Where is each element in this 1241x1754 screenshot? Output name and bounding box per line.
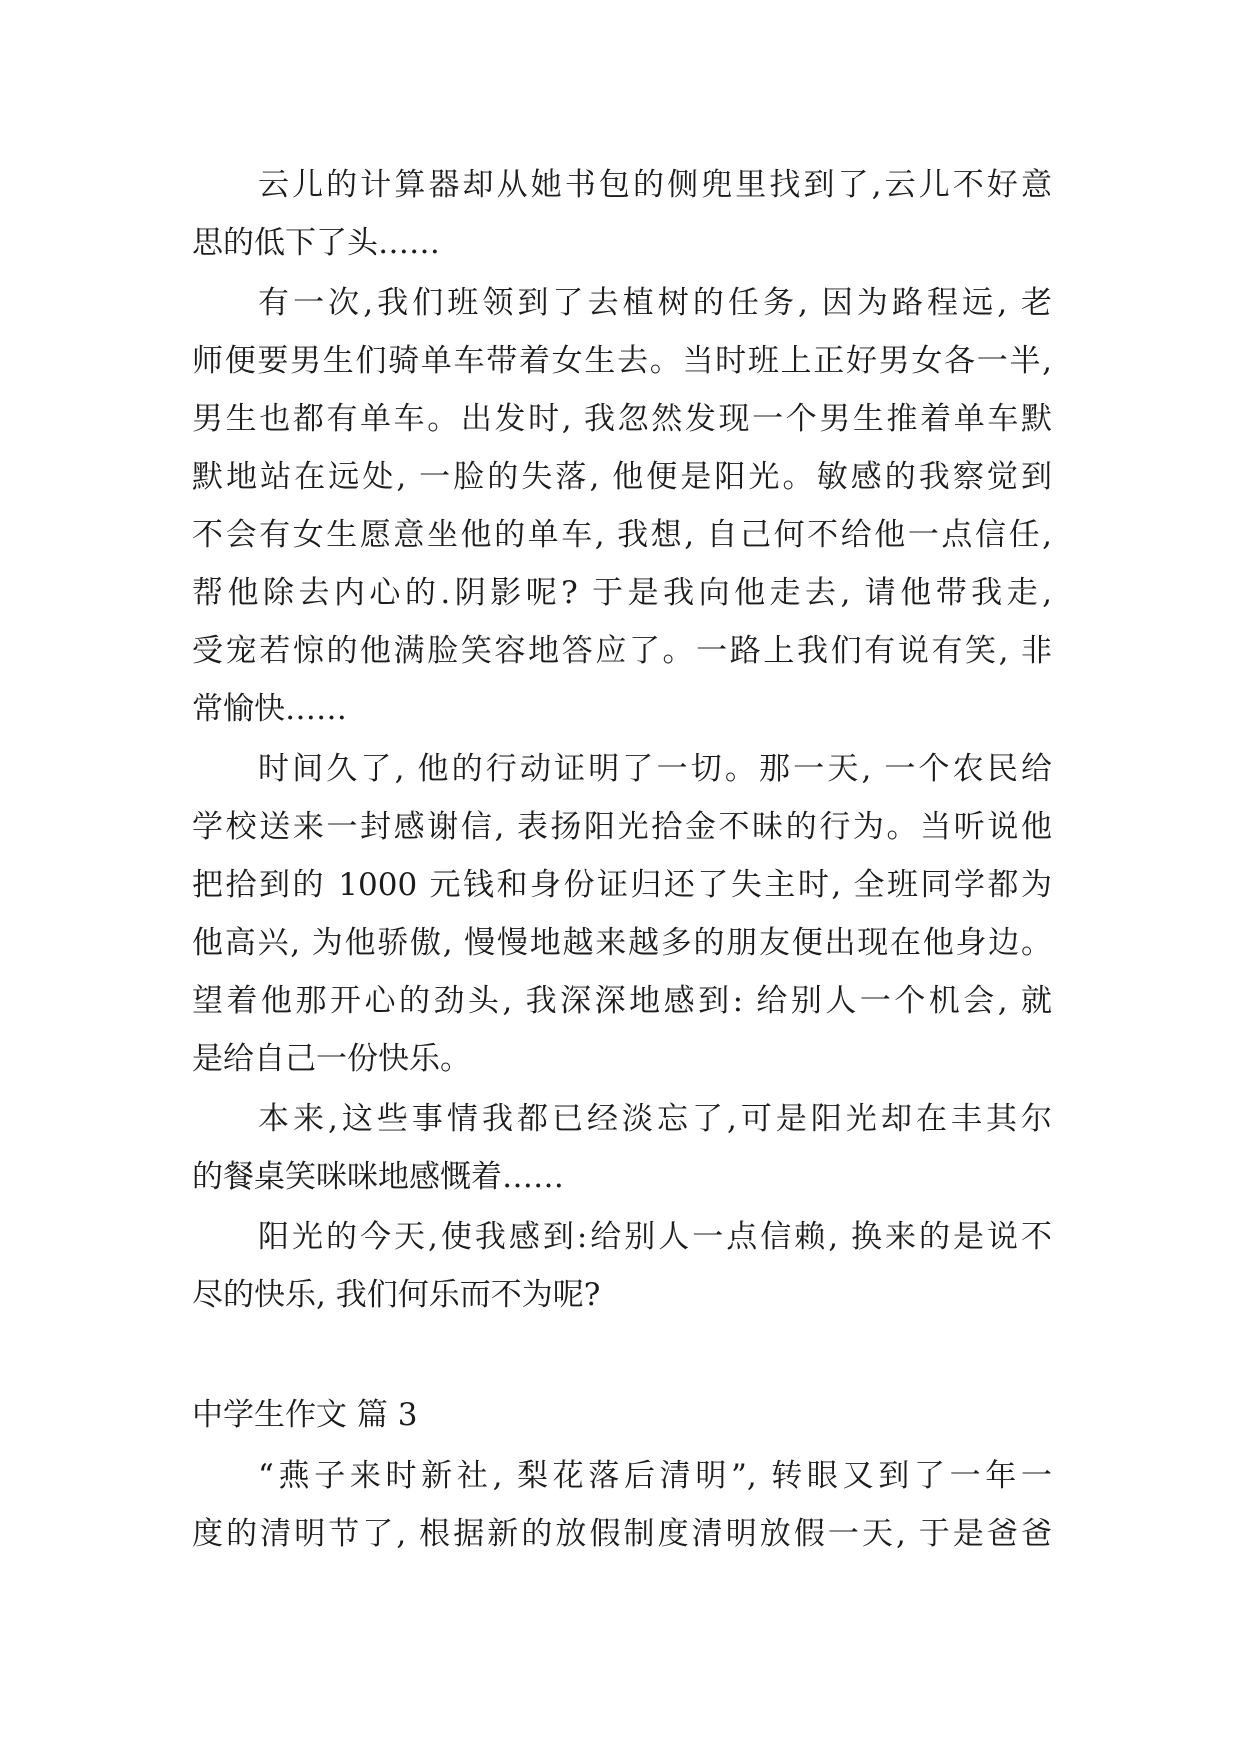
paragraph-2-line-4: 默地站在远处, 一脸的失落, 他便是阳光。敏感的我察觉到 (192, 459, 1052, 495)
section-3-paragraph-line-1: “燕子来时新社, 梨花落后清明”, 转眼又到了一年一 (258, 1458, 1052, 1494)
paragraph-2-line-6: 帮他除去内心的.阴影呢? 于是我向他走去, 请他带我走, (192, 575, 1052, 611)
paragraph-4-line-2: 的餐桌笑咪咪地感慨着…… (192, 1159, 564, 1195)
paragraph-5-line-1: 阳光的今天,使我感到:给别人一点信赖, 换来的是说不 (258, 1219, 1052, 1255)
paragraph-3-line-4: 他高兴, 为他骄傲, 慢慢地越来越多的朋友便出现在他身边。 (192, 925, 1052, 961)
paragraph-2-line-2: 师便要男生们骑单车带着女生去。当时班上正好男女各一半, (192, 343, 1052, 379)
paragraph-3-line-1: 时间久了, 他的行动证明了一切。那一天, 一个农民给 (258, 751, 1052, 787)
paragraph-3-line-5: 望着他那开心的劲头, 我深深地感到: 给别人一个机会, 就 (192, 983, 1052, 1019)
paragraph-1-line-2: 思的低下了头…… (192, 225, 440, 261)
paragraph-5-line-2: 尽的快乐, 我们何乐而不为呢? (192, 1277, 601, 1313)
paragraph-2-line-7: 受宠若惊的他满脸笑容地答应了。一路上我们有说有笑, 非 (192, 633, 1052, 669)
paragraph-2-line-8: 常愉快…… (192, 691, 347, 727)
section-3-paragraph-line-2: 度的清明节了, 根据新的放假制度清明放假一天, 于是爸爸 (192, 1516, 1052, 1552)
paragraph-3-line-6: 是给自己一份快乐。 (192, 1041, 471, 1077)
paragraph-2-line-1: 有一次,我们班领到了去植树的任务, 因为路程远, 老 (258, 285, 1052, 321)
paragraph-2-line-3: 男生也都有单车。出发时, 我忽然发现一个男生推着单车默 (192, 401, 1052, 437)
paragraph-4-line-1: 本来,这些事情我都已经淡忘了,可是阳光却在丰其尔 (258, 1101, 1052, 1137)
paragraph-3-line-3: 把拾到的 1000 元钱和身份证归还了失主时, 全班同学都为 (192, 867, 1052, 903)
paragraph-3-line-2: 学校送来一封感谢信, 表扬阳光拾金不昧的行为。当听说他 (192, 809, 1052, 845)
paragraph-2-line-5: 不会有女生愿意坐他的单车, 我想, 自己何不给他一点信任, (192, 517, 1052, 553)
section-heading: 中学生作文 篇 3 (192, 1397, 418, 1433)
paragraph-1-line-1: 云儿的计算器却从她书包的侧兜里找到了,云儿不好意 (258, 167, 1052, 203)
